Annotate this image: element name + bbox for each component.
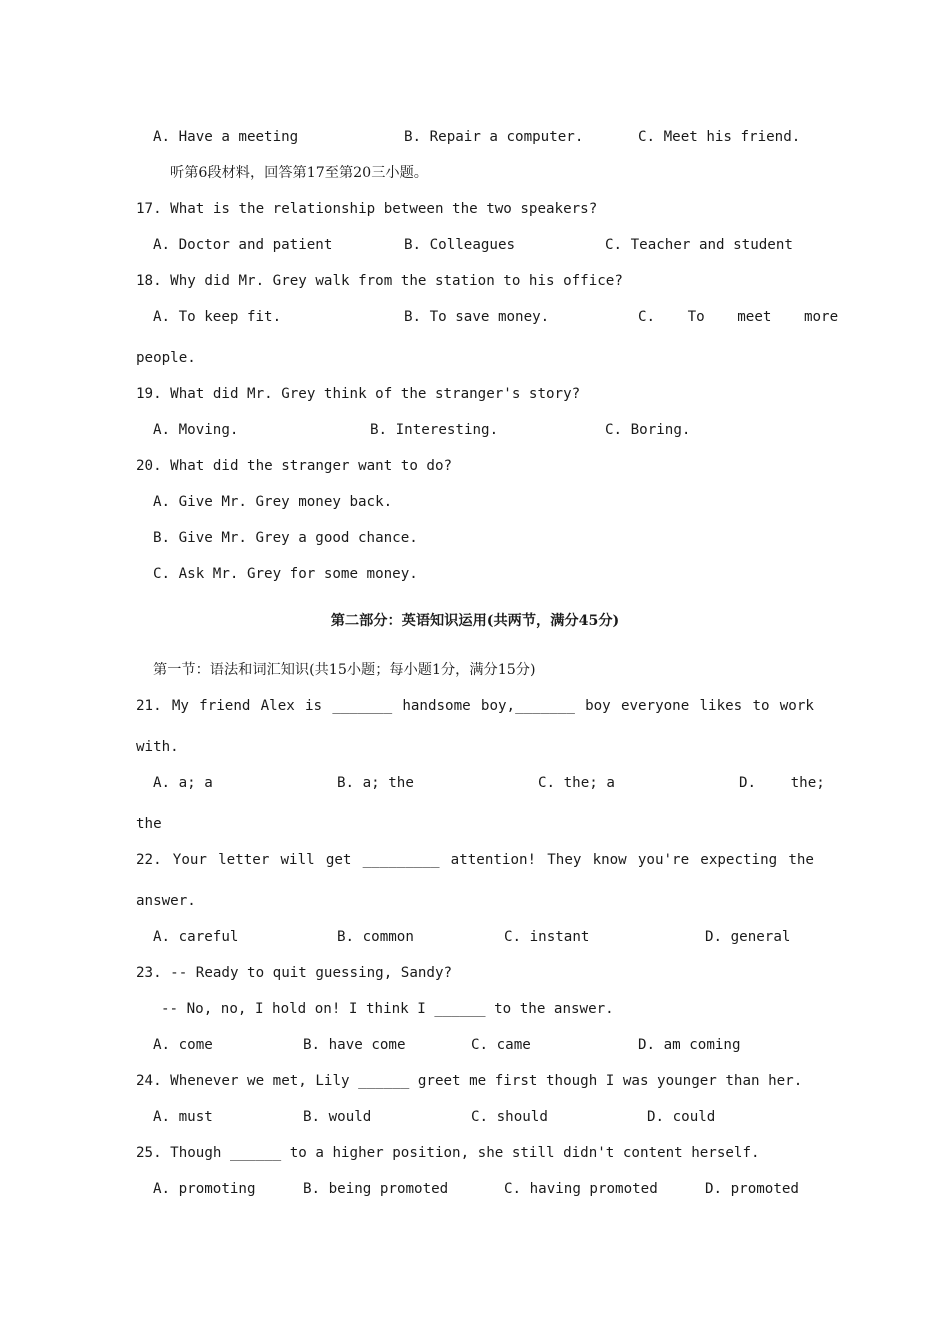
q22-word: the: [788, 852, 814, 868]
q22-word: get: [325, 852, 352, 868]
q21-option-d-continued: the: [136, 816, 162, 832]
q23-stem: 23. -- Ready to quit guessing, Sandy?: [136, 965, 453, 981]
q21-word: My: [171, 698, 189, 714]
q22-stem-line1: [136, 850, 814, 870]
q24-stem: 24. Whenever we met, Lily ______ greet me first though I was younger than her.: [136, 1073, 803, 1089]
q21-word: everyone: [620, 698, 690, 714]
q18-option-b: B. To save money.: [404, 309, 550, 325]
q21-blank: _______: [332, 698, 393, 714]
q22-option-c: C. instant: [504, 929, 590, 945]
q24-option-b: B. would: [303, 1109, 372, 1125]
q21-word: to: [752, 698, 770, 714]
q19-stem: 19. What did Mr. Grey think of the stranger's story?: [136, 386, 581, 402]
q22-word: 22.: [136, 852, 162, 868]
q23-option-b: B. have come: [303, 1037, 406, 1053]
q18-stem: 18. Why did Mr. Grey walk from the station to his office?: [136, 273, 623, 289]
q22-word: Your: [172, 852, 207, 868]
q20-option-c: C. Ask Mr. Grey for some money.: [153, 566, 418, 582]
q22-option-a: A. careful: [153, 929, 239, 945]
q25-stem: 25. Though ______ to a higher position, she still didn't content herself.: [136, 1145, 760, 1161]
q22-stem-line2: answer.: [136, 893, 196, 909]
q22-blank: _________: [362, 852, 440, 868]
q22-word: you're: [637, 852, 690, 868]
q23-option-c: C. came: [471, 1037, 531, 1053]
q22-word: expecting: [700, 852, 778, 868]
q18-option-a: A. To keep fit.: [153, 309, 282, 325]
q21-word: likes: [699, 698, 743, 714]
q16-option-c: C. Meet his friend.: [638, 129, 801, 145]
q25-option-c: C. having promoted: [504, 1181, 658, 1197]
q19-option-c: C. Boring.: [605, 422, 691, 438]
q17-stem: 17. What is the relationship between the two speakers?: [136, 201, 598, 217]
q17-option-b: B. Colleagues: [404, 237, 516, 253]
q21-stem-line2: with.: [136, 739, 179, 755]
q22-word: know: [592, 852, 627, 868]
q24-option-c: C. should: [471, 1109, 548, 1125]
q21-option-b: B. a; the: [337, 775, 414, 791]
section1-title: 第一节：语法和词汇知识(共15小题；每小题1分，满分15分): [153, 662, 536, 678]
q17-option-a: A. Doctor and patient: [153, 237, 333, 253]
q18-option-c: C. To meet more: [638, 309, 839, 325]
q25-option-a: A. promoting: [153, 1181, 256, 1197]
q25-option-b: B. being promoted: [303, 1181, 449, 1197]
q20-option-a: A. Give Mr. Grey money back.: [153, 494, 393, 510]
q22-word: They: [547, 852, 582, 868]
q21-word: 21.: [136, 698, 162, 714]
q21-word: Alex: [260, 698, 295, 714]
q24-option-d: D. could: [647, 1109, 716, 1125]
q19-option-a: A. Moving.: [153, 422, 239, 438]
q22-word: attention!: [450, 852, 537, 868]
q24-option-a: A. must: [153, 1109, 213, 1125]
q21-word: handsome: [402, 698, 471, 714]
q21-blank: boy,_______: [480, 698, 575, 714]
q22-word: will: [280, 852, 315, 868]
q21-word: is: [305, 698, 323, 714]
q16-option-b: B. Repair a computer.: [404, 129, 584, 145]
q21-option-c: C. the; a: [538, 775, 615, 791]
q21-word: friend: [199, 698, 251, 714]
q18-option-c-continued: people.: [136, 350, 196, 366]
q19-option-b: B. Interesting.: [370, 422, 499, 438]
q21-word: boy: [585, 698, 611, 714]
q22-word: letter: [218, 852, 270, 868]
q21-option-a: A. a; a: [153, 775, 213, 791]
q23-option-a: A. come: [153, 1037, 213, 1053]
q16-option-a: A. Have a meeting: [153, 129, 299, 145]
part2-title: 第二部分：英语知识运用(共两节，满分45分): [330, 613, 620, 629]
q22-option-d: D. general: [705, 929, 791, 945]
q23-reply: -- No, no, I hold on! I think I ______ to the answer.: [161, 1001, 614, 1017]
q25-option-d: D. promoted: [705, 1181, 799, 1197]
q17-option-c: C. Teacher and student: [605, 237, 793, 253]
q22-option-b: B. common: [337, 929, 414, 945]
q23-option-d: D. am coming: [638, 1037, 741, 1053]
q21-word: work: [779, 698, 814, 714]
q20-option-b: B. Give Mr. Grey a good chance.: [153, 530, 418, 546]
q20-stem: 20. What did the stranger want to do?: [136, 458, 453, 474]
q21-option-d: D. the;: [739, 775, 825, 791]
section6-instruction: 听第6段材料，回答第17至第20三小题。: [170, 165, 428, 181]
q21-stem-line1: [136, 696, 814, 716]
